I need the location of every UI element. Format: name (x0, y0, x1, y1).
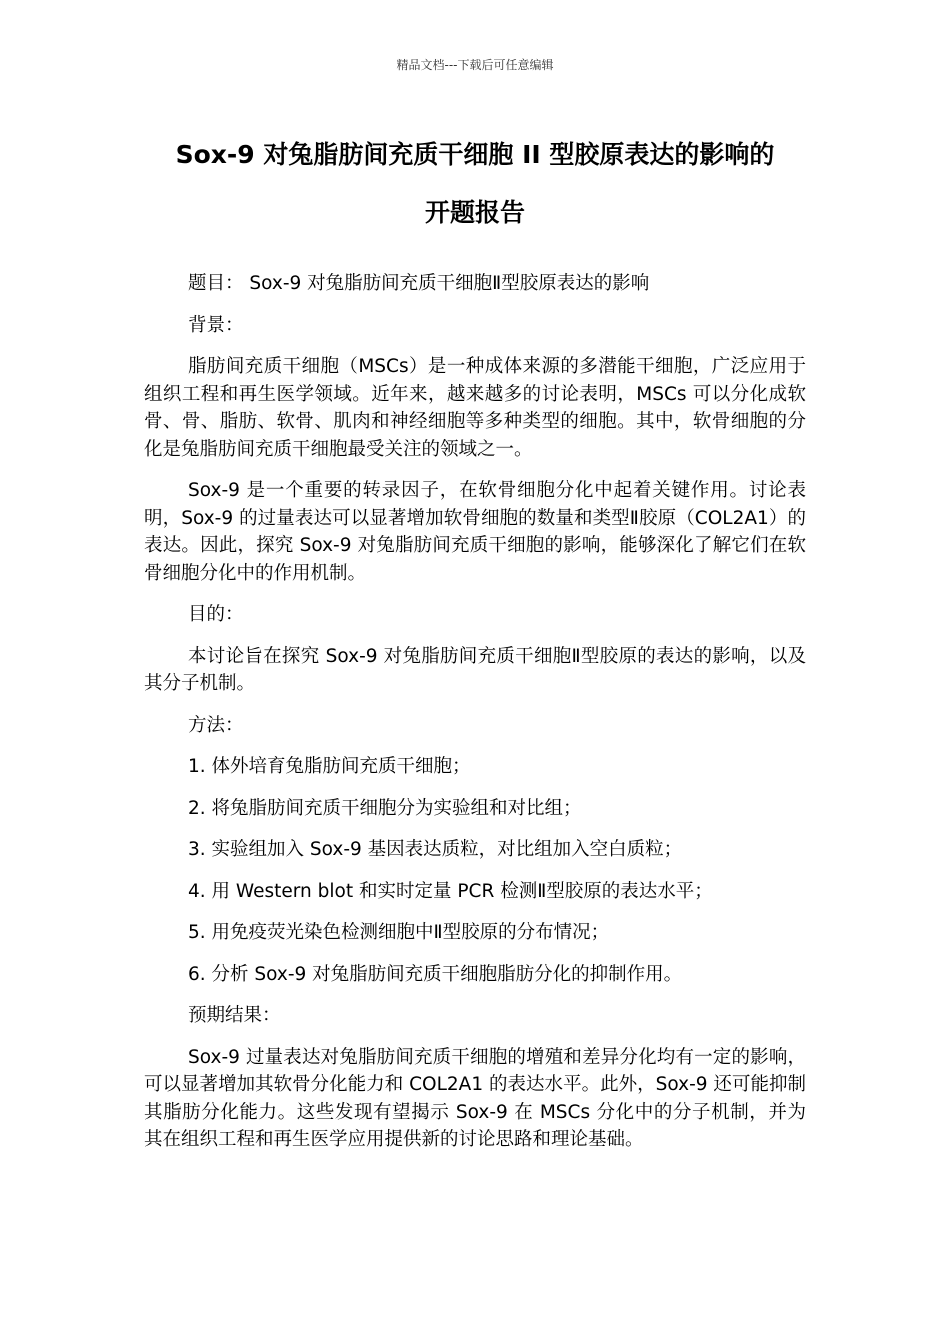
document-body (144, 270, 806, 1168)
method-step-1: 1. 体外培育兔脂肪间充质干细胞； (188, 756, 471, 777)
expected-results-paragraph: Sox-9 过量表达对兔脂肪间充质干细胞的增殖和差异分化均有一定的影响，可以显著增加其软骨分化能力和 COL2A1 的表达水平。此外，Sox-9 还可能抑制其脂肪分化能力。这些发现有望揭示 Sox-9 在 MSCs 分化中的分子机制，并为其在组织工程和再生医学应用提供新的讨论思路和理论基础。 (144, 1046, 806, 1150)
method-step-5: 5. 用免疫荧光染色检测细胞中Ⅱ型胶原的分布情况； (188, 922, 610, 943)
method-step-3: 3. 实验组加入 Sox-9 基因表达质粒，对比组加入空白质粒； (188, 839, 683, 860)
purpose-heading: 目的： (188, 604, 244, 625)
background-paragraph-1: 脂肪间充质干细胞（MSCs）是一种成体来源的多潜能干细胞，广泛应用于组织工程和再生医学领域。近年来，越来越多的讨论表明，MSCs 可以分化成软骨、骨、脂肪、软骨、肌肉和神经细胞等多种类型的细胞。其中，软骨细胞的分化是兔脂肪间充质干细胞最受关注的领域之一。 (144, 356, 806, 460)
document-title-line-1: Sox-9 对兔脂肪间充质干细胞 II 型胶原表达的影响的 (175, 140, 775, 169)
background-heading: 背景： (188, 314, 244, 336)
expected-results-heading: 预期结果： (188, 1005, 281, 1026)
page-header-note: 精品文档---下载后可任意编辑 (396, 58, 554, 72)
method-step-2: 2. 将兔脂肪间充质干细胞分为实验组和对比组； (188, 797, 582, 819)
purpose-paragraph: 本讨论旨在探究 Sox-9 对兔脂肪间充质干细胞Ⅱ型胶原的表达的影响，以及其分子机制。 (144, 645, 806, 694)
method-step-4: 4. 用 Western blot 和实时定量 PCR 检测Ⅱ型胶原的表达水平； (188, 880, 713, 902)
background-paragraph-2: Sox-9 是一个重要的转录因子，在软骨细胞分化中起着关键作用。讨论表明，Sox-9 的过量表达可以显著增加软骨细胞的数量和类型Ⅱ胶原（COL2A1）的表达。因此，探究 Sox-9 对兔脂肪间充质干细胞的影响，能够深化了解它们在软骨细胞分化中的作用机制。 (144, 480, 806, 584)
method-heading: 方法： (188, 714, 244, 736)
document-title-line-2: 开题报告 (424, 198, 525, 227)
topic-line: 题目： Sox-9 对兔脂肪间充质干细胞Ⅱ型胶原表达的影响 (188, 273, 650, 294)
method-step-6: 6. 分析 Sox-9 对兔脂肪间充质干细胞脂肪分化的抑制作用。 (188, 963, 683, 985)
